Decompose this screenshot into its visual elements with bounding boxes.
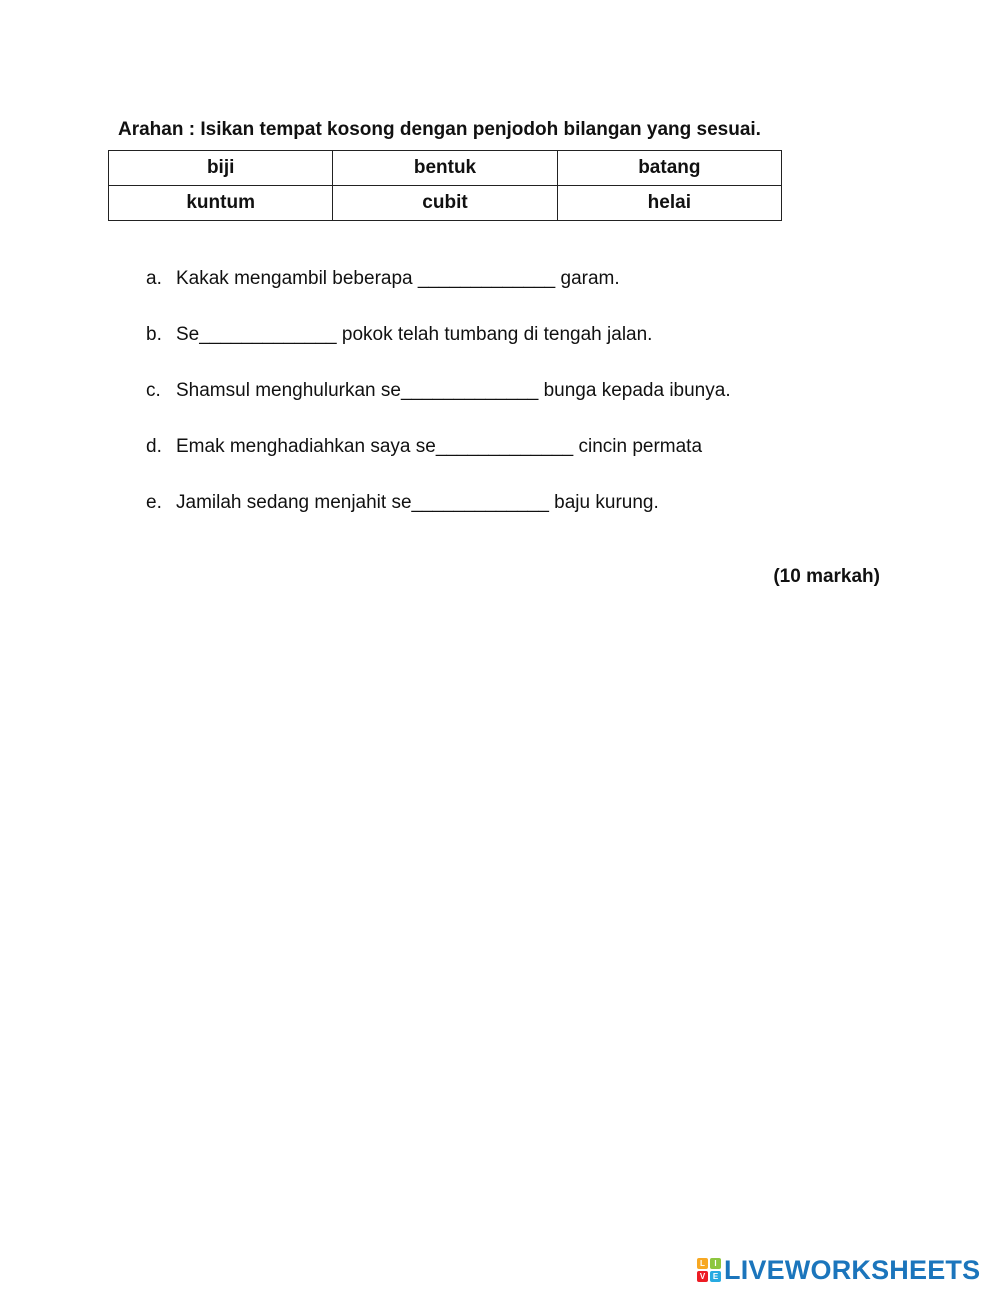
logo-mark-icon xyxy=(697,1258,721,1282)
question-text: Jamilah sedang menjahit se_____________ baju kurung. xyxy=(176,492,659,513)
logo-letter-l: L xyxy=(697,1258,708,1269)
question-text: Se_____________ pokok telah tumbang di tengah jalan. xyxy=(176,324,653,345)
table-cell: batang xyxy=(557,151,781,186)
question-item xyxy=(146,324,731,380)
question-label: c. xyxy=(146,380,161,401)
table-cell: bentuk xyxy=(333,151,557,186)
instruction-text: Arahan : Isikan tempat kosong dengan penjodoh bilangan yang sesuai. xyxy=(118,119,761,140)
question-text: Emak menghadiahkan saya se_____________ cincin permata xyxy=(176,436,703,457)
question-label: a. xyxy=(146,268,162,289)
question-item xyxy=(146,268,731,324)
word-bank-table xyxy=(108,150,782,221)
table-cell: biji xyxy=(109,151,333,186)
table-cell: kuntum xyxy=(109,186,333,221)
question-label: d. xyxy=(146,436,162,457)
question-label: e. xyxy=(146,492,162,513)
liveworksheets-logo xyxy=(697,1256,980,1284)
table-cell: cubit xyxy=(333,186,557,221)
question-item xyxy=(146,436,731,492)
question-label: b. xyxy=(146,324,162,345)
question-text: Kakak mengambil beberapa _____________ garam. xyxy=(176,268,620,289)
question-item xyxy=(146,380,731,436)
table-row xyxy=(109,186,782,221)
question-item xyxy=(146,492,731,548)
question-list xyxy=(146,268,731,548)
logo-text: LIVEWORKSHEETS xyxy=(724,1254,981,1285)
logo-letter-e: E xyxy=(710,1271,721,1282)
logo-letter-i: I xyxy=(710,1258,721,1269)
total-marks: (10 markah) xyxy=(773,566,880,587)
table-row xyxy=(109,151,782,186)
question-text: Shamsul menghulurkan se_____________ bunga kepada ibunya. xyxy=(176,380,731,401)
logo-letter-v: V xyxy=(697,1271,708,1282)
table-cell: helai xyxy=(557,186,781,221)
